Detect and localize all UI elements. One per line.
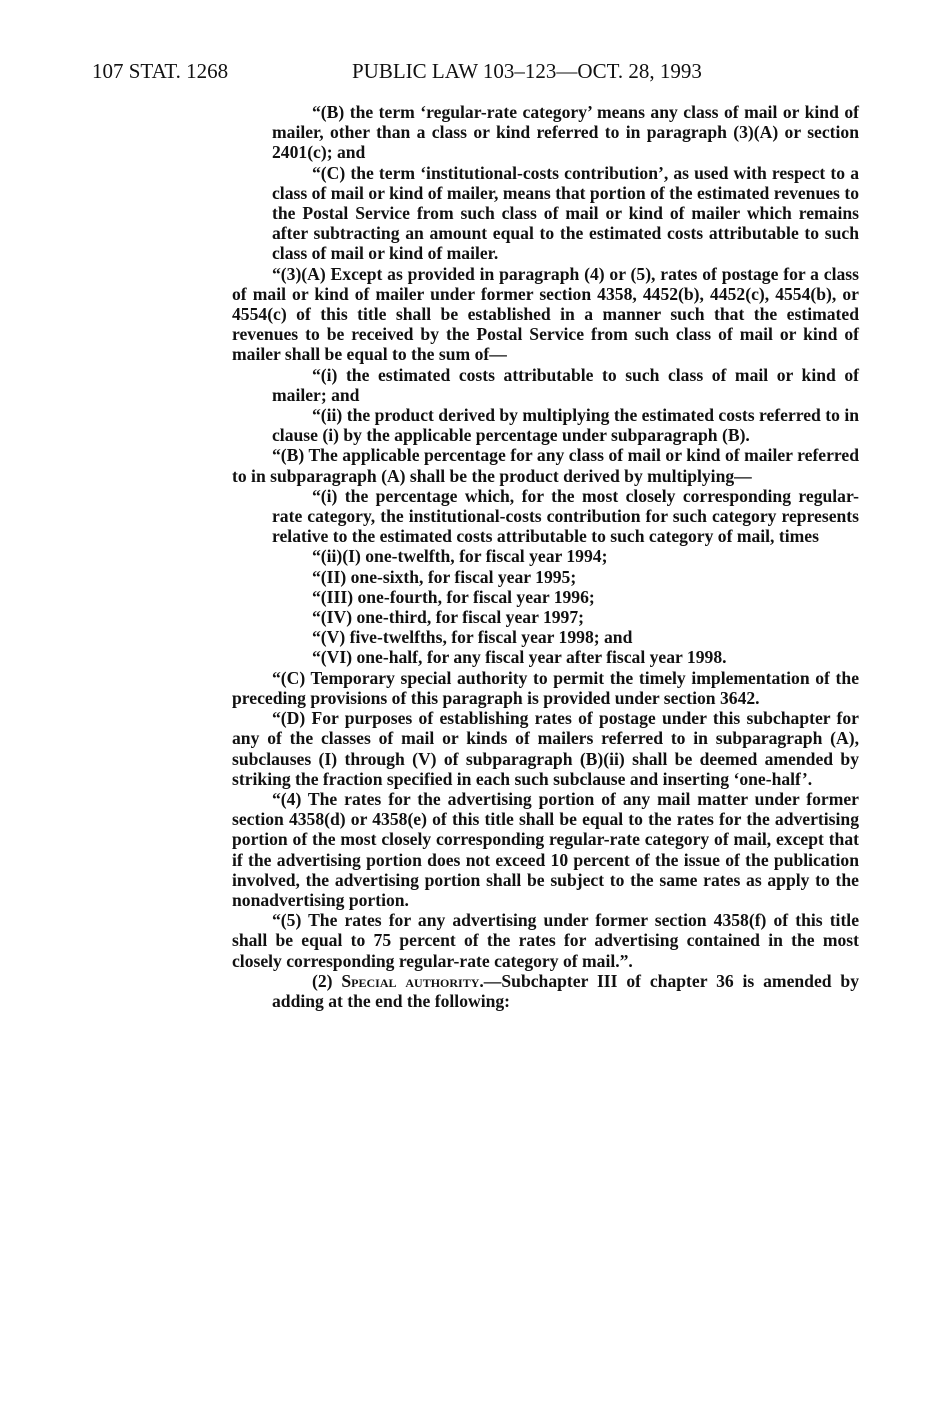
paragraph-3a: “(3)(A) Except as provided in paragraph (4) or (5), rates of postage for a class of mail or kind of mailer under former section 4358, 4452(b), 4452(c), 4554(b), or 4554(c) of this title shall be established in a manner such that the estimated revenues to be received by the Postal Service from such class of mail or kind of mailer shall be equal to the sum of—	[232, 263, 859, 365]
law-citation: PUBLIC LAW 103–123—OCT. 28, 1993	[352, 59, 702, 83]
paragraph-3b: “(B) The applicable percentage for any class of mail or kind of mailer referred to in subparagraph (A) shall be the product derived by multiplying—	[232, 445, 859, 486]
special-authority-text: Subchapter III of chapter 36 is amended by adding at the end the following:	[272, 970, 859, 1011]
heading-dash: .—	[479, 970, 502, 991]
subclause-ii-1995: “(II) one-sixth, for fiscal year 1995;	[312, 566, 577, 587]
paragraph-3c: “(C) Temporary special authority to permit the timely implementation of the preceding provisions of this paragraph is provided under section 3642.	[232, 667, 859, 708]
subclause-vi-after-1998: “(VI) one-half, for any fiscal year after fiscal year 1998.	[312, 647, 727, 668]
definition-regular-rate-category: “(B) the term ‘regular-rate category’ means any class of mail or kind of mailer, other than a class or kind referred to in paragraph (3)(A) or section 2401(c); and	[272, 102, 859, 163]
special-authority-paragraph	[232, 971, 859, 1011]
subclause-i-1994: “(ii)(I) one-twelfth, for fiscal year 1994;	[312, 546, 608, 567]
page-header	[92, 56, 862, 86]
clause-i-estimated-costs: “(i) the estimated costs attributable to such class of mail or kind of mailer; and	[272, 364, 859, 405]
paragraph-4: “(4) The rates for the advertising portion of any mail matter under former section 4358(d) or 4358(e) of this title shall be equal to the rates for the advertising portion of the most closely corresponding regular-rate category of mail, except that if the advertising portion does not exceed 10 percent of the issue of the publication involved, the advertising portion shall be subject to the same rates as apply to the nonadvertising portion.	[232, 788, 859, 910]
statute-body	[232, 102, 859, 1011]
subclause-iii-1996: “(III) one-fourth, for fiscal year 1996;	[312, 586, 595, 607]
subclause-v-1998: “(V) five-twelfths, for fiscal year 1998; and	[312, 627, 633, 648]
paragraph-3d: “(D) For purposes of establishing rates of postage under this subchapter for any of the classes of mail or kinds of mailers referred to in subparagraph (A), subclauses (I) through (V) of subparagraph (B)(ii) shall be deemed amended by striking the fraction specified in each such subclause and inserting ‘one-half’.	[232, 708, 859, 789]
paragraph-number: (2)	[312, 970, 333, 991]
paragraph-5: “(5) The rates for any advertising under former section 4358(f) of this title shall be equal to 75 percent of the rates for advertising contained in the most closely corresponding regular-rate category of mail.”.	[232, 910, 859, 971]
definition-institutional-costs-contribution: “(C) the term ‘institutional-costs contribution’, as used with respect to a class of mail or kind of mailer, means that portion of the estimated revenues to the Postal Service from such class of mail or kind of mailer which remains after subtracting an amount equal to the estimated costs attributable to such class of mail or kind of mailer.	[272, 162, 859, 264]
clause-ii-product: “(ii) the product derived by multiplying the estimated costs referred to in clause (i) by the applicable percentage under subparagraph (B).	[272, 405, 859, 446]
subclause-iv-1997: “(IV) one-third, for fiscal year 1997;	[312, 607, 585, 628]
clause-i-percentage: “(i) the percentage which, for the most closely corresponding regular-rate category, the institutional-costs contribution for such category represents relative to the estimated costs attributable to such category of mail, times	[272, 485, 859, 547]
special-authority-heading: Special authority	[341, 970, 480, 991]
stat-citation: 107 STAT. 1268	[92, 59, 229, 83]
